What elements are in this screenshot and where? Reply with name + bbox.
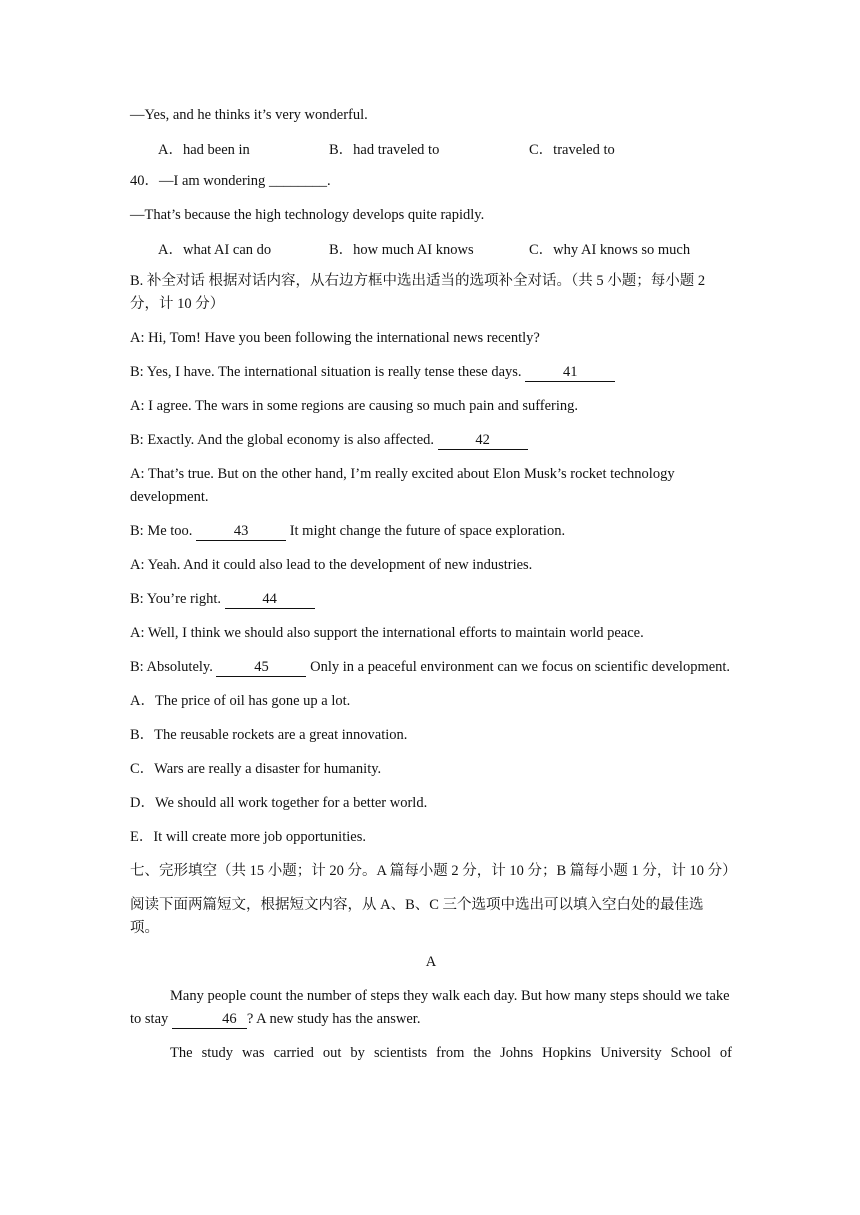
choice-e: E．It will create more job opportunities. [130, 829, 366, 845]
dialogue-line-10 [130, 656, 732, 679]
section-7-heading: 七、完形填空（共 15 小题；计 20 分。A 篇每小题 2 分，计 10 分；B 篇每小题 1 分，计 10 分） [130, 863, 737, 879]
q40-stem-suffix: . [326, 173, 331, 189]
dialogue-line-6-text: B: Me too. [130, 523, 193, 539]
section-b-heading: B. 补全对话 根据对话内容，从右边方框中选出适当的选项补全对话。（共 5 小题；每小题 2 分，计 10 分） [130, 273, 706, 312]
dialogue-line-1: A: Hi, Tom! Have you been following the international news recently? [130, 330, 540, 346]
q39-options [130, 138, 732, 159]
dialogue-line-3: A: I agree. The wars in some regions are causing so much pain and suffering. [130, 398, 579, 414]
passage-p1-after: ? A new study has the answer. [246, 1011, 421, 1027]
q39-option-c: C．traveled to [529, 142, 615, 158]
passage-paragraph-1 [130, 985, 732, 1031]
q40-option-b: B．how much AI knows [329, 242, 474, 258]
dialogue-line-4-text: B: Exactly. And the global economy is also affected. [130, 432, 435, 448]
blank-45: 45 [216, 659, 306, 677]
dialogue-line-10-text: B: Absolutely. [130, 659, 213, 675]
dialogue-line-8-text: B: You’re right. [130, 591, 222, 607]
section-7-instruction: 阅读下面两篇短文，根据短文内容，从 A、B、C 三个选项中选出可以填入空白处的最佳选项。 [130, 897, 704, 936]
choice-a: A．The price of oil has gone up a lot. [130, 693, 351, 709]
dialogue-line-6 [130, 520, 732, 543]
dialogue-line-2-text: B: Yes, I have. The international situation is really tense these days. [130, 364, 522, 380]
dialogue-line-4 [130, 429, 732, 452]
q40-stem [130, 170, 732, 193]
blank-42: 42 [438, 432, 528, 450]
blank-43: 43 [196, 523, 286, 541]
q39-option-b: B．had traveled to [329, 142, 440, 158]
dialogue-line-10-after: Only in a peaceful environment can we focus on scientific development. [310, 659, 731, 675]
q39-option-a: A．had been in [158, 142, 250, 158]
choice-d: D．We should all work together for a better world. [130, 795, 428, 811]
blank-44: 44 [225, 591, 315, 609]
passage-paragraph-2: The study was carried out by scientists from the Johns Hopkins University School of [170, 1045, 732, 1061]
dialogue-line-2 [130, 361, 732, 384]
passage-p1-text: Many people count the number of steps they walk each day. But how many steps should we take to stay [130, 988, 730, 1027]
dialogue-line-8 [130, 588, 732, 611]
choice-b: B．The reusable rockets are a great innovation. [130, 727, 408, 743]
dialogue-line-5: A: That’s true. But on the other hand, I’m really excited about Elon Musk’s rocket technology development. [130, 466, 675, 505]
dialogue-line-9: A: Well, I think we should also support the international efforts to maintain world peace. [130, 625, 644, 641]
q40-blank: ________ [268, 173, 327, 189]
passage-label: A [425, 954, 437, 970]
q39-reply: —Yes, and he thinks it’s very wonderful. [130, 107, 368, 123]
dialogue-line-6-after: It might change the future of space exploration. [289, 523, 566, 539]
q40-option-c: C．why AI knows so much [529, 242, 691, 258]
choice-c: C．Wars are really a disaster for humanity. [130, 761, 382, 777]
q40-options [130, 238, 732, 259]
blank-46: 46 [172, 1011, 247, 1029]
document-page [130, 104, 737, 1065]
q40-reply: —That’s because the high technology develops quite rapidly. [130, 207, 485, 223]
blank-41: 41 [525, 364, 615, 382]
dialogue-line-7: A: Yeah. And it could also lead to the development of new industries. [130, 557, 533, 573]
q40-stem-prefix: 40．—I am wondering [130, 173, 269, 189]
q40-option-a: A．what AI can do [158, 242, 272, 258]
